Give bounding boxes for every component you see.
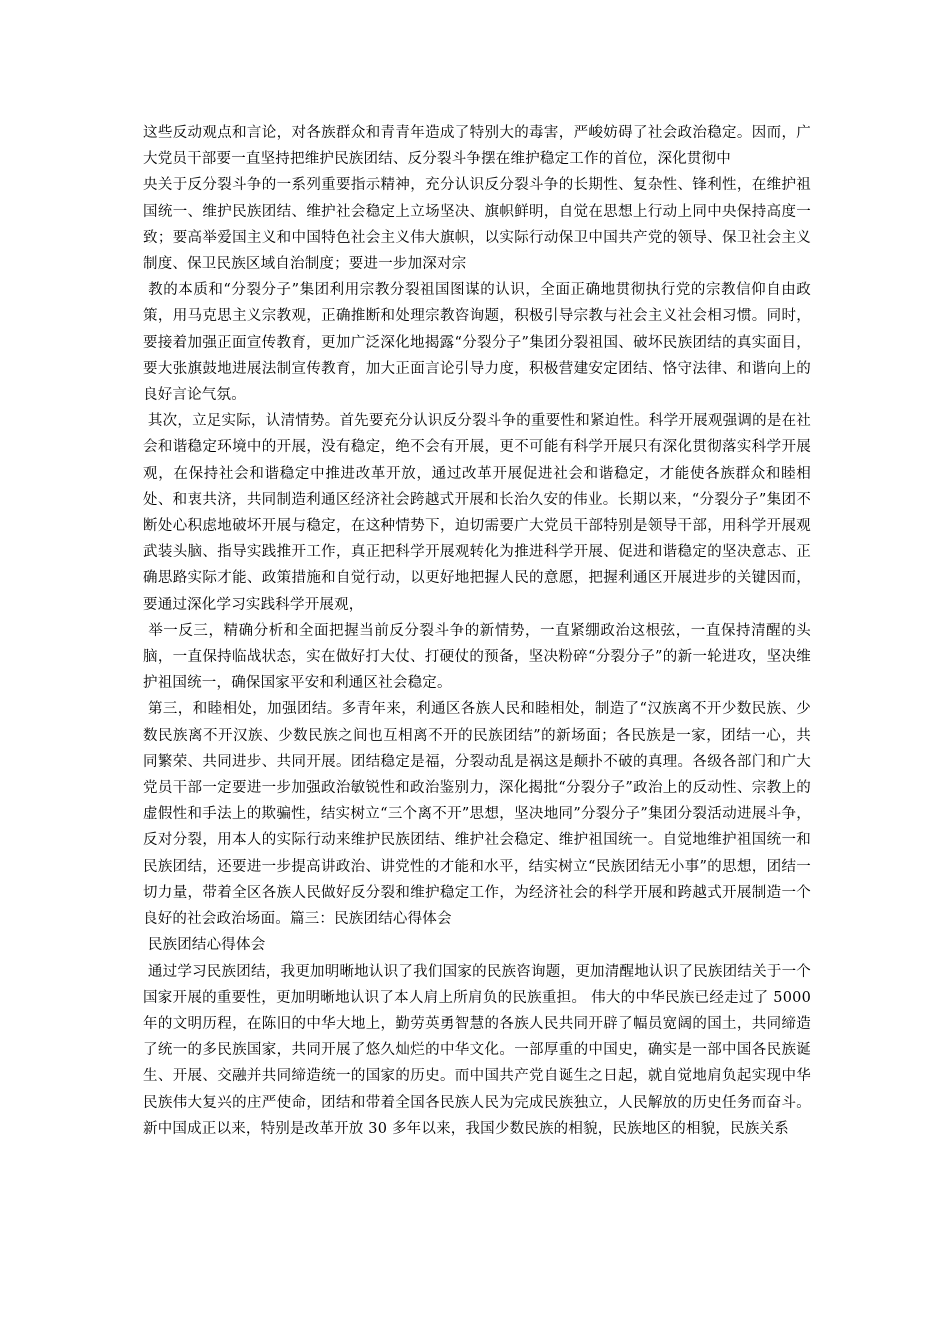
paragraph-4: 其次，立足实际，认清情势。首先要充分认识反分裂斗争的重要性和紧迫性。科学开展观强调的是在社会和谐稳定环境中的开展，没有稳定，绝不会有开展，更不可能有科学开展只有深化贯彻落实科学开展观，在保持社会和谐稳定中推进改革开放，通过改革开展促进社会和谐稳定，才能使各族群众和睦相处、和衷共济，共同制造利通区经济社会跨越式开展和长治久安的伟业。长期以来，“分裂分子”集团不断处心积虑地破坏开展与稳定，在这种情势下，迫切需要广大党员干部特别是领导干部，用科学开展观武装头脑、指导实践推开工作，真正把科学开展观转化为推进科学开展、促进和谐稳定的坚决意志、正确思路实际才能、政策措施和自觉行动，以更好地把握人民的意愿，把握利通区开展进步的关键因而，要通过深化学习实践科学开展观，: [143, 413, 812, 613]
paragraph-3: 教的本质和“分裂分子”集团利用宗教分裂祖国图谋的认识，全面正确地贯彻执行党的宗教信仰自由政策，用马克思主义宗教观，正确推断和处理宗教咨询题，积极引导宗教与社会主义社会相习惯。同时，要接着加强正面宣传教育，更加广泛深化地揭露“分裂分子”集团分裂祖国、破坏民族团结的真实面目，要大张旗鼓地进展法制宣传教育，加大正面言论引导力度，积极营建安定团结、恪守法律、和谐向上的良好言论气氛。: [143, 282, 812, 404]
paragraph-2: 央关于反分裂斗争的一系列重要指示精神，充分认识反分裂斗争的长期性、复杂性、锋利性，在维护祖国统一、维护民族团结、维护社会稳定上立场坚决、旗帜鲜明，自觉在思想上行动上同中央保持高度一致；要高举爱国主义和中国特色社会主义伟大旗帜，以实际行动保卫中国共产党的领导、保卫社会主义制度、保卫民族区域自治制度；要进一步加深对宗: [143, 177, 811, 273]
document-body: [143, 120, 816, 1142]
paragraph-5: 举一反三，精确分析和全面把握当前反分裂斗争的新情势，一直紧绷政治这根弦，一直保持清醒的头脑，一直保持临战状态，实在做好打大仗、打硬仗的预备，坚决粉碎“分裂分子”的新一轮进攻，坚决维护祖国统一，确保国家平安和利通区社会稳定。: [143, 622, 812, 692]
section-heading: 民族团结心得体会: [143, 937, 266, 954]
paragraph-7: 通过学习民族团结，我更加明晰地认识了我们国家的民族咨询题，更加清醒地认识了民族团结关于一个国家开展的重要性，更加明晰地认识了本人肩上所肩负的民族重担。 伟大的中华民族已经走过了 5000 年的文明历程，在陈旧的中华大地上，勤劳英勇智慧的各族人民共同开辟了幅员宽阔的国土，共同缔造了统一的多民族国家，共同开展了悠久灿烂的中华文化。一部厚重的中国史，确实是一部中国各民族诞生、开展、交融并共同缔造统一的国家的历史。而中国共产党自诞生之日起，就自觉地肩负起实现中华民族伟大复兴的庄严使命，团结和带着全国各民族人民为完成民族独立，人民解放的历史任务而奋斗。新中国成正以来，特别是改革开放 30 多年以来，我国少数民族的相貌，民族地区的相貌，民族关系: [143, 963, 816, 1137]
paragraph-1: 这些反动观点和言论，对各族群众和青青年造成了特别大的毒害，严峻妨碍了社会政治稳定。因而，广大党员干部要一直坚持把维护民族团结、反分裂斗争摆在维护稳定工作的首位，深化贯彻中: [143, 125, 811, 168]
paragraph-6: 第三，和睦相处，加强团结。多青年来，利通区各族人民和睦相处，制造了“汉族离不开少数民族、少数民族离不开汉族、少数民族之间也互相离不开的民族团结”的新场面；各民族是一家，团结一心，共同繁荣、共同进步、共同开展。团结稳定是福，分裂动乱是祸这是颠扑不破的真理。各级各部门和广大党员干部一定要进一步加强政治敏锐性和政治鉴别力，深化揭批“分裂分子”政治上的反动性、宗教上的虚假性和手法上的欺骗性，结实树立“三个离不开”思想，坚决地同”分裂分子”集团分裂活动进展斗争，反对分裂，用本人的实际行动来维护民族团结、维护社会稳定、维护祖国统一。自觉地维护祖国统一和民族团结，还要进一步提高讲政治、讲党性的才能和水平，结实树立“民族团结无小事”的思想，团结一切力量，带着全区各族人民做好反分裂和维护稳定工作，为经济社会的科学开展和跨越式开展制造一个良好的社会政治场面。篇三：民族团结心得体会: [143, 701, 811, 928]
